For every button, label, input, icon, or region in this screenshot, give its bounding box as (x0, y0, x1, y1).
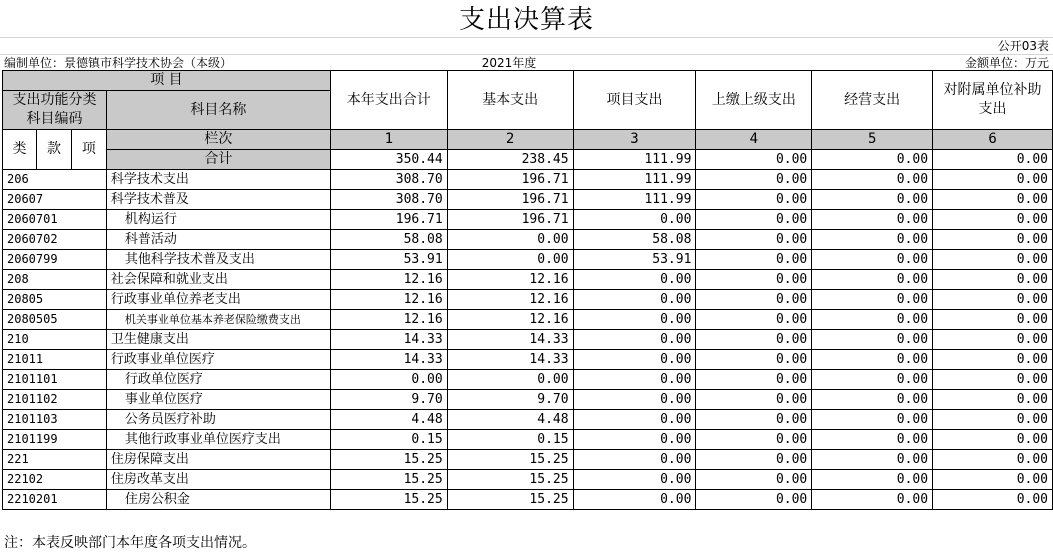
row-value-v5: 0.00 (812, 490, 933, 510)
row-value-v1: 0.15 (330, 430, 447, 450)
table-row (3, 290, 1053, 310)
row-value-v6: 0.00 (933, 190, 1053, 210)
table-note: 注：本表反映部门本年度各项支出情况。 (4, 535, 256, 551)
row-subject-name: 住房保障支出 (106, 450, 330, 470)
row-value-v2: 9.70 (447, 390, 573, 410)
row-value-v3: 0.00 (573, 270, 696, 290)
row-value-v3: 0.00 (573, 390, 696, 410)
row-value-v6: 0.00 (933, 170, 1053, 190)
table-row (3, 390, 1053, 410)
header-column-index: 栏次 (106, 130, 330, 150)
total-v3: 111.99 (573, 150, 696, 170)
row-value-v4: 0.00 (696, 230, 812, 250)
row-value-v3: 0.00 (573, 470, 696, 490)
row-code: 221 (3, 450, 107, 470)
header-project: 项目支出 (573, 71, 696, 130)
row-value-v1: 9.70 (330, 390, 447, 410)
table-row (3, 330, 1053, 350)
divider (0, 37, 1053, 38)
row-value-v4: 0.00 (696, 350, 812, 370)
total-v2: 238.45 (447, 150, 573, 170)
row-value-v4: 0.00 (696, 270, 812, 290)
amount-unit: 金额单位：万元 (964, 56, 1049, 70)
col-index-6: 6 (933, 130, 1053, 150)
total-v5: 0.00 (812, 150, 933, 170)
header-kuan: 款 (36, 130, 71, 170)
row-value-v6: 0.00 (933, 210, 1053, 230)
row-value-v3: 111.99 (573, 190, 696, 210)
row-value-v4: 0.00 (696, 430, 812, 450)
row-subject-name: 其他科学技术普及支出 (106, 250, 330, 270)
row-value-v2: 15.25 (447, 490, 573, 510)
row-value-v5: 0.00 (812, 430, 933, 450)
row-value-v4: 0.00 (696, 310, 812, 330)
row-value-v2: 12.16 (447, 310, 573, 330)
row-subject-name: 行政单位医疗 (106, 370, 330, 390)
row-value-v6: 0.00 (933, 370, 1053, 390)
row-value-v3: 0.00 (573, 450, 696, 470)
fiscal-year: 2021年度 (481, 56, 537, 70)
col-index-1: 1 (330, 130, 447, 150)
row-subject-name: 卫生健康支出 (106, 330, 330, 350)
row-value-v5: 0.00 (812, 290, 933, 310)
row-value-v5: 0.00 (812, 470, 933, 490)
row-value-v2: 12.16 (447, 270, 573, 290)
row-subject-name: 住房改革支出 (106, 470, 330, 490)
row-subject-name: 行政事业单位养老支出 (106, 290, 330, 310)
row-subject-name: 科学技术普及 (106, 190, 330, 210)
row-subject-name: 机构运行 (106, 210, 330, 230)
row-subject-name: 公务员医疗补助 (106, 410, 330, 430)
header-item: 项 目 (3, 71, 331, 91)
row-value-v3: 58.08 (573, 230, 696, 250)
table-row (3, 370, 1053, 390)
row-value-v3: 0.00 (573, 490, 696, 510)
row-value-v2: 14.33 (447, 330, 573, 350)
row-subject-name: 机关事业单位基本养老保险缴费支出 (106, 310, 330, 330)
row-value-v6: 0.00 (933, 250, 1053, 270)
col-index-4: 4 (696, 130, 812, 150)
row-value-v1: 308.70 (330, 190, 447, 210)
row-value-v3: 0.00 (573, 410, 696, 430)
header-basic: 基本支出 (447, 71, 573, 130)
row-value-v6: 0.00 (933, 430, 1053, 450)
row-subject-name: 科学技术支出 (106, 170, 330, 190)
row-value-v1: 196.71 (330, 210, 447, 230)
row-value-v5: 0.00 (812, 210, 933, 230)
row-value-v3: 0.00 (573, 290, 696, 310)
row-subject-name: 其他行政事业单位医疗支出 (106, 430, 330, 450)
header-upper: 上缴上级支出 (696, 71, 812, 130)
row-value-v5: 0.00 (812, 270, 933, 290)
header-operating: 经营支出 (812, 71, 933, 130)
table-row (3, 430, 1053, 450)
row-code: 22102 (3, 470, 107, 490)
row-value-v6: 0.00 (933, 450, 1053, 470)
row-value-v5: 0.00 (812, 350, 933, 370)
row-value-v6: 0.00 (933, 390, 1053, 410)
row-value-v2: 0.00 (447, 370, 573, 390)
table-row (3, 170, 1053, 190)
row-value-v2: 0.15 (447, 430, 573, 450)
row-code: 2060702 (3, 230, 107, 250)
row-value-v3: 0.00 (573, 330, 696, 350)
row-value-v4: 0.00 (696, 390, 812, 410)
row-value-v3: 53.91 (573, 250, 696, 270)
table-row (3, 470, 1053, 490)
form-code: 公开03表 (997, 39, 1049, 53)
row-value-v5: 0.00 (812, 370, 933, 390)
header-subject-name: 科目名称 (106, 91, 330, 130)
row-value-v5: 0.00 (812, 390, 933, 410)
header-func-code: 支出功能分类科目编码 (3, 91, 107, 130)
row-value-v6: 0.00 (933, 410, 1053, 430)
row-value-v6: 0.00 (933, 350, 1053, 370)
row-code: 20805 (3, 290, 107, 310)
row-value-v1: 58.08 (330, 230, 447, 250)
row-subject-name: 社会保障和就业支出 (106, 270, 330, 290)
row-value-v5: 0.00 (812, 230, 933, 250)
table-row (3, 310, 1053, 330)
table-row (3, 210, 1053, 230)
row-code: 2101101 (3, 370, 107, 390)
row-value-v5: 0.00 (812, 410, 933, 430)
row-value-v2: 0.00 (447, 230, 573, 250)
row-value-v3: 0.00 (573, 210, 696, 230)
table-row (3, 410, 1053, 430)
row-value-v5: 0.00 (812, 250, 933, 270)
row-value-v3: 0.00 (573, 350, 696, 370)
row-value-v1: 15.25 (330, 450, 447, 470)
row-subject-name: 行政事业单位医疗 (106, 350, 330, 370)
row-value-v4: 0.00 (696, 470, 812, 490)
total-row (3, 150, 1053, 170)
row-value-v2: 196.71 (447, 190, 573, 210)
col-index-2: 2 (447, 130, 573, 150)
row-value-v2: 14.33 (447, 350, 573, 370)
col-index-3: 3 (573, 130, 696, 150)
table-row (3, 450, 1053, 470)
row-value-v2: 0.00 (447, 250, 573, 270)
row-code: 206 (3, 170, 107, 190)
row-value-v5: 0.00 (812, 330, 933, 350)
row-value-v3: 0.00 (573, 370, 696, 390)
row-value-v5: 0.00 (812, 450, 933, 470)
row-value-v3: 111.99 (573, 170, 696, 190)
row-value-v5: 0.00 (812, 310, 933, 330)
row-value-v4: 0.00 (696, 450, 812, 470)
total-label: 合计 (106, 150, 330, 170)
row-code: 2060701 (3, 210, 107, 230)
row-subject-name: 事业单位医疗 (106, 390, 330, 410)
row-value-v1: 0.00 (330, 370, 447, 390)
total-v1: 350.44 (330, 150, 447, 170)
row-value-v4: 0.00 (696, 370, 812, 390)
row-value-v4: 0.00 (696, 290, 812, 310)
row-value-v1: 14.33 (330, 350, 447, 370)
row-code: 208 (3, 270, 107, 290)
row-value-v3: 0.00 (573, 310, 696, 330)
row-value-v2: 4.48 (447, 410, 573, 430)
row-code: 2101103 (3, 410, 107, 430)
row-value-v6: 0.00 (933, 310, 1053, 330)
row-code: 2101102 (3, 390, 107, 410)
row-value-v4: 0.00 (696, 250, 812, 270)
row-subject-name: 科普活动 (106, 230, 330, 250)
expenditure-table (2, 70, 1053, 510)
row-value-v4: 0.00 (696, 410, 812, 430)
row-value-v1: 4.48 (330, 410, 447, 430)
row-value-v1: 308.70 (330, 170, 447, 190)
header-total: 本年支出合计 (330, 71, 447, 130)
row-value-v6: 0.00 (933, 470, 1053, 490)
row-value-v5: 0.00 (812, 190, 933, 210)
row-value-v1: 14.33 (330, 330, 447, 350)
total-v6: 0.00 (933, 150, 1053, 170)
row-value-v1: 53.91 (330, 250, 447, 270)
row-subject-name: 住房公积金 (106, 490, 330, 510)
row-value-v4: 0.00 (696, 190, 812, 210)
row-value-v6: 0.00 (933, 230, 1053, 250)
row-value-v2: 15.25 (447, 470, 573, 490)
header-subsidiary: 对附属单位补助支出 (933, 71, 1053, 130)
row-value-v4: 0.00 (696, 210, 812, 230)
table-row (3, 350, 1053, 370)
row-code: 20607 (3, 190, 107, 210)
row-value-v1: 12.16 (330, 290, 447, 310)
header-lei: 类 (3, 130, 37, 170)
row-value-v1: 15.25 (330, 470, 447, 490)
header-xiang: 项 (71, 130, 106, 170)
row-value-v6: 0.00 (933, 330, 1053, 350)
row-value-v2: 15.25 (447, 450, 573, 470)
row-code: 2080505 (3, 310, 107, 330)
row-code: 2060799 (3, 250, 107, 270)
row-value-v6: 0.00 (933, 290, 1053, 310)
row-code: 21011 (3, 350, 107, 370)
row-value-v1: 15.25 (330, 490, 447, 510)
row-value-v6: 0.00 (933, 270, 1053, 290)
row-value-v1: 12.16 (330, 310, 447, 330)
row-value-v2: 196.71 (447, 170, 573, 190)
reporting-unit: 编制单位：景德镇市科学技术协会（本级） (4, 56, 233, 70)
table-row (3, 270, 1053, 290)
row-value-v4: 0.00 (696, 490, 812, 510)
table-row (3, 490, 1053, 510)
row-code: 2210201 (3, 490, 107, 510)
row-value-v1: 12.16 (330, 270, 447, 290)
table-row (3, 190, 1053, 210)
total-v4: 0.00 (696, 150, 812, 170)
row-value-v4: 0.00 (696, 330, 812, 350)
table-row (3, 230, 1053, 250)
table-row (3, 250, 1053, 270)
row-value-v6: 0.00 (933, 490, 1053, 510)
row-value-v5: 0.00 (812, 170, 933, 190)
page-title: 支出决算表 (458, 5, 594, 35)
row-value-v4: 0.00 (696, 170, 812, 190)
col-index-5: 5 (812, 130, 933, 150)
row-value-v2: 12.16 (447, 290, 573, 310)
row-code: 210 (3, 330, 107, 350)
row-value-v2: 196.71 (447, 210, 573, 230)
row-code: 2101199 (3, 430, 107, 450)
row-value-v3: 0.00 (573, 430, 696, 450)
